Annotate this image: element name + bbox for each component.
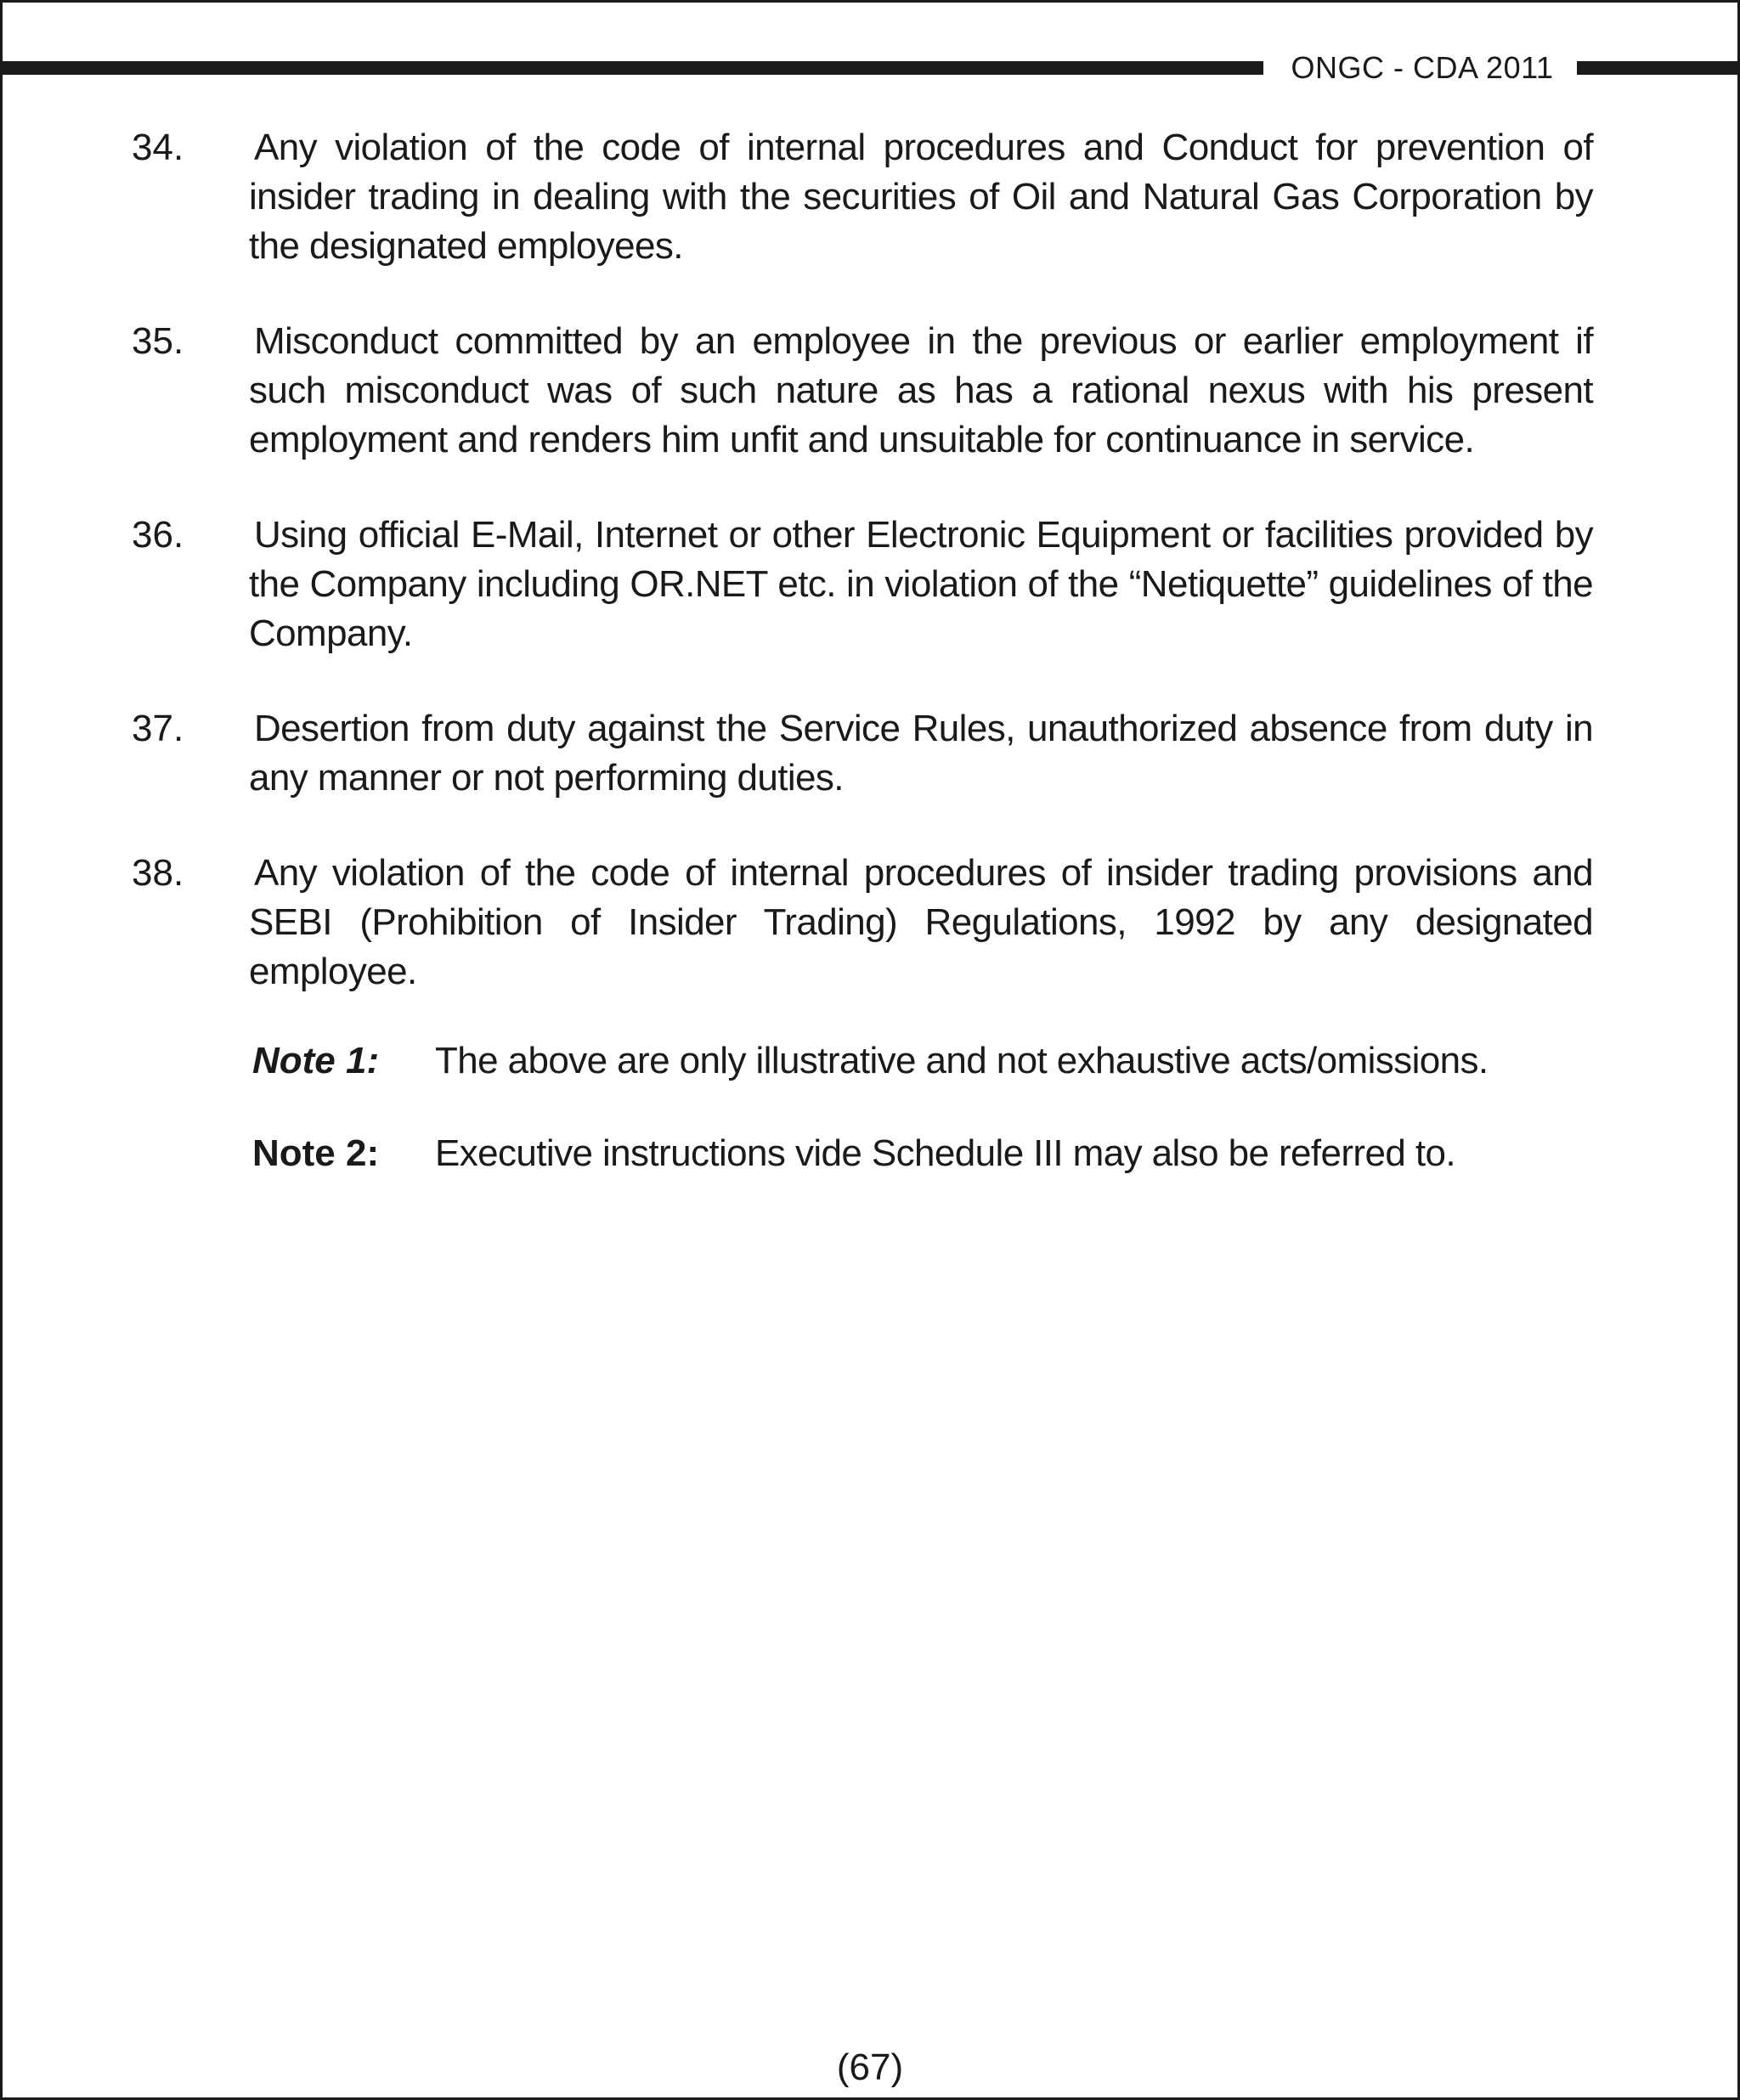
item-text: Desertion from duty against the Service Rules, unauthorized absence from duty in any manner or not performing duties. [249, 708, 1593, 799]
item-number: 34. [132, 127, 184, 168]
item-number: 35. [132, 320, 184, 362]
misconduct-list [132, 123, 1593, 1042]
note-text: Executive instructions vide Schedule III may also be referred to. [435, 1132, 1455, 1174]
note-label: Note 2: [252, 1132, 380, 1174]
item-number: 38. [132, 852, 184, 894]
item-text: Any violation of the code of internal procedures and Conduct for prevention of insider trading in dealing with the securities of Oil and Natural Gas Corporation by the designated employees. [249, 127, 1593, 267]
item-text: Using official E-Mail, Internet or other Electronic Equipment or facilities provided by the Company including OR.NET etc. in violation of the “Netiquette” guidelines of the Company. [249, 514, 1593, 654]
note-label: Note 1: [252, 1040, 380, 1081]
list-item [132, 849, 1593, 996]
list-item [132, 511, 1593, 658]
list-item [132, 123, 1593, 271]
item-number: 36. [132, 514, 184, 556]
item-number: 37. [132, 708, 184, 749]
header-rule-left [0, 61, 1263, 75]
item-text: Any violation of the code of internal procedures of insider trading provisions and SEBI (Prohibition of Insider Trading) Regulations, 1992 by any designated employee. [249, 852, 1593, 992]
item-text: Misconduct committed by an employee in the previous or earlier employment if such misconduct was of such nature as has a rational nexus with his present employment and renders him unfit and unsuitable for continuance in service. [249, 320, 1593, 460]
note-2 [252, 1129, 1578, 1178]
header-title: ONGC - CDA 2011 [1291, 50, 1554, 85]
header-rule-right [1577, 61, 1740, 75]
list-item [132, 704, 1593, 803]
note-text: The above are only illustrative and not exhaustive acts/omissions. [435, 1040, 1489, 1081]
list-item [132, 317, 1593, 465]
page-number: (67) [836, 2046, 904, 2088]
note-1 [252, 1036, 1578, 1086]
